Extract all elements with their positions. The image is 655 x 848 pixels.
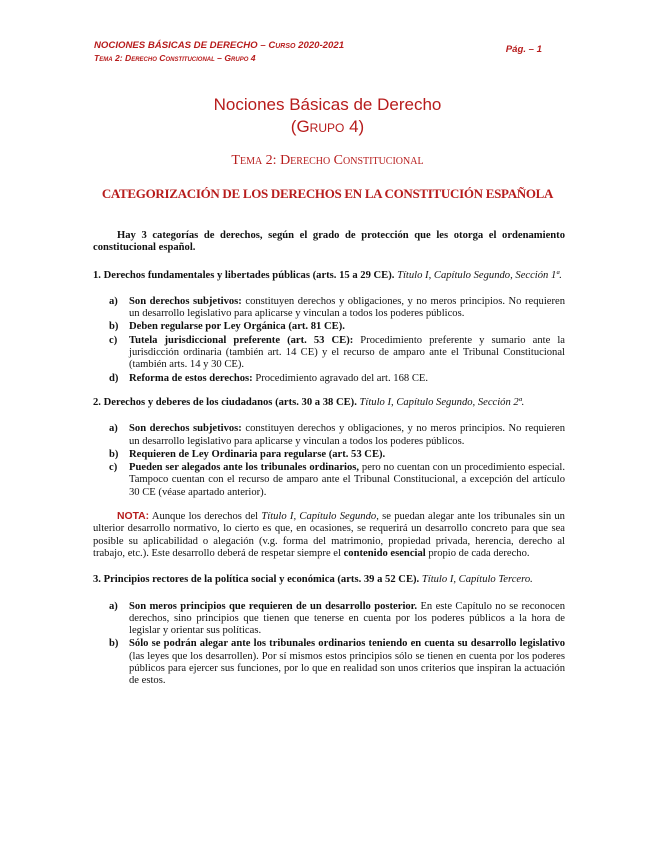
item-text: pero no cuentan con un procedimiento especial. Tampoco cuentan con el recurso de amparo ante el Tribunal Constitucional, a excepción del artículo 30 CE (véase apartado anterior). xyxy=(129,462,565,498)
section-1-list xyxy=(93,296,565,385)
item-label: a) xyxy=(109,600,118,612)
topic-title: Tema 2: Derecho Constitucional xyxy=(231,153,424,168)
section-2-reference: Título I, Capítulo Segundo, Sección 2ª. xyxy=(359,396,525,408)
list-item xyxy=(109,295,565,321)
page-number: Pág. – 1 xyxy=(505,44,542,55)
item-label: d) xyxy=(109,372,119,384)
section-subtitle: CATEGORIZACIÓN DE LOS DERECHOS EN LA CONSTITUCIÓN ESPAÑOLA xyxy=(101,186,554,201)
document-body xyxy=(93,230,565,700)
header-course-title: NOCIONES BÁSICAS DE DERECHO xyxy=(94,40,258,51)
section-3-heading xyxy=(93,574,565,586)
note-text-2: , se puedan alegar ante los tribunales sin un ulterior desarrollo normativo, lo cierto es que, en ocasiones, se requerirá un desarrollo concreto para que sea posible su aplicabilidad o alegación (v.g. forma del matrimonio, propiedad privada, herencia, derecho al trabajo, etc.). Este desarrollo deberá de respetar siempre el xyxy=(93,511,565,559)
section-2-heading xyxy=(93,397,565,409)
section-3-title: 3. Principios rectores de la política social y económica (arts. 39 a 52 CE). xyxy=(93,574,420,586)
group-title: (Grupo 4) xyxy=(290,117,365,136)
list-item xyxy=(109,372,565,385)
item-key: Pueden ser alegados ante los tribunales ordinarios, xyxy=(129,462,360,474)
item-label: a) xyxy=(109,423,118,435)
note-text-1: Aunque los derechos del xyxy=(149,511,262,523)
item-label: b) xyxy=(109,448,119,460)
running-header xyxy=(94,40,344,64)
item-key: Requieren de Ley Ordinaria para regularse (art. 53 CE). xyxy=(129,448,386,460)
item-key: Reforma de estos derechos: xyxy=(129,372,253,384)
list-item xyxy=(109,448,565,461)
document-title: Nociones Básicas de Derecho xyxy=(213,95,442,114)
item-key: Tutela jurisdiccional preferente (art. 53 CE): xyxy=(129,334,354,346)
item-key: Son meros principios que requieren de un desarrollo posterior. xyxy=(129,600,418,612)
section-3-reference: Título I, Capítulo Tercero. xyxy=(421,574,533,586)
item-text: Procedimiento preferente y sumario ante la jurisdicción ordinaria (también art. 14 CE) y el recurso de amparo ante el Tribunal Constitucional (también arts. 14 y 30 CE). xyxy=(129,334,565,371)
item-text: constituyen derechos y obligaciones, y no meros principios. No requieren un desarrollo legislativo para aplicarse y vinculan a todos los poderes públicos. xyxy=(129,295,565,320)
item-key: Son derechos subjetivos: xyxy=(129,295,242,307)
item-key: Sólo se podrán alegar ante los tribunales ordinarios teniendo en cuenta su desarrollo legislativo xyxy=(129,638,565,650)
header-course-year: Curso 2020-2021 xyxy=(268,40,345,51)
note-paragraph xyxy=(93,511,565,560)
list-item xyxy=(109,321,565,333)
note-reference: Título I, Capítulo Segundo xyxy=(261,511,377,523)
item-label: b) xyxy=(109,321,119,333)
section-2-title: 2. Derechos y deberes de los ciudadanos (arts. 30 a 38 CE). xyxy=(93,396,357,408)
section-1-heading xyxy=(93,270,565,282)
section-1-title: 1. Derechos fundamentales y libertades públicas (arts. 15 a 29 CE). xyxy=(93,269,395,281)
list-item xyxy=(109,638,565,687)
list-item xyxy=(109,600,565,638)
list-item xyxy=(109,334,565,372)
header-line-2: Tema 2: Derecho Constitucional – Grupo 4 xyxy=(94,53,256,63)
intro-paragraph: Hay 3 categorías de derechos, según el grado de protección que les otorga el ordenamiento constitucional español. xyxy=(93,230,565,254)
note-emphasis: contenido esencial xyxy=(343,547,426,559)
item-text: Procedimiento agravado del art. 168 CE. xyxy=(252,372,429,384)
header-separator: – xyxy=(257,40,269,51)
list-item xyxy=(109,462,565,499)
section-3-list xyxy=(93,601,565,688)
item-text: constituyen derechos y obligaciones, y no meros principios. No requieren un desarrollo legislativo para aplicarse y vinculan a todos los poderes públicos. xyxy=(129,423,565,447)
section-1-reference: Título I, Capítulo Segundo, Sección 1ª. xyxy=(397,269,562,281)
item-text: (las leyes que los desarrollen). Por sí mismos estos principios sólo se tienen en cuenta por los poderes públicos para ejercer sus funciones, por lo que en realidad son unos criterios que inspiran la actuación de estos. xyxy=(129,650,565,687)
item-label: a) xyxy=(109,295,118,307)
item-label: c) xyxy=(109,334,118,346)
item-text: En este Capítulo no se reconocen derechos, sino principios que tienen que tenerse en cuenta por los poderes públicos a la hora de legislar y orientar sus políticas. xyxy=(129,600,565,637)
item-key: Deben regularse por Ley Orgánica (art. 81 CE). xyxy=(129,321,345,333)
item-key: Son derechos subjetivos: xyxy=(129,423,242,435)
note-keyword: NOTA: xyxy=(117,511,150,523)
list-item xyxy=(109,423,565,448)
item-label: b) xyxy=(109,638,119,650)
section-2-list xyxy=(93,423,565,499)
note-text-3: propio de cada derecho. xyxy=(425,547,530,559)
item-label: c) xyxy=(109,462,118,474)
header-line-1 xyxy=(94,40,344,52)
